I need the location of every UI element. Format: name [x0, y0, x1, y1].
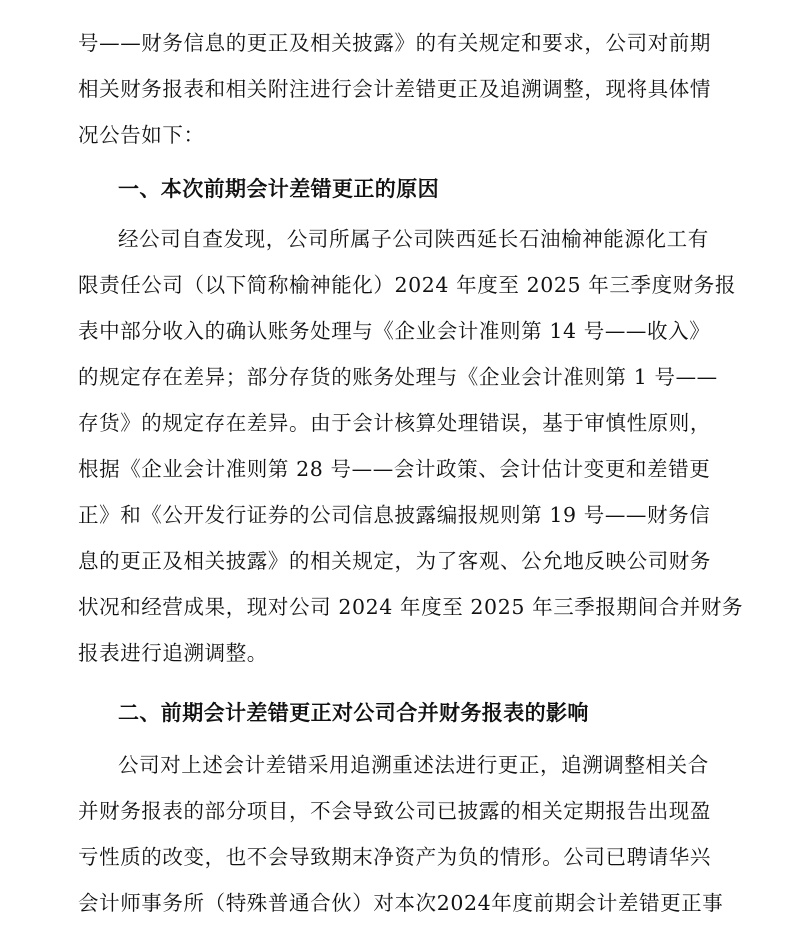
text-line: 根据《企业会计准则第 28 号——会计政策、会计估计变更和差错更 — [78, 457, 711, 481]
text-line: 表中部分收入的确认账务处理与《企业会计准则第 14 号——收入》 — [78, 319, 711, 343]
text-line: 公司对上述会计差错采用追溯重述法进行更正，追溯调整相关合 — [118, 753, 709, 777]
text-line: 经公司自查发现，公司所属子公司陕西延长石油榆神能源化工有 — [118, 227, 709, 251]
text-line: 况公告如下： — [78, 123, 205, 147]
text-line: 会计师事务所（特殊普通合伙）对本次2024年度前期会计差错更正事 — [78, 891, 724, 915]
section-heading-2: 二、前期会计差错更正对公司合并财务报表的影响 — [118, 701, 589, 725]
text-line: 存货》的规定存在差异。由于会计核算处理错误，基于审慎性原则， — [78, 411, 711, 435]
text-line: 号——财务信息的更正及相关披露》的有关规定和要求，公司对前期 — [78, 31, 711, 55]
text-line: 限责任公司（以下简称榆神能化）2024 年度至 2025 年三季度财务报 — [78, 273, 736, 297]
text-line: 正》和《公开发行证券的公司信息披露编报规则第 19 号——财务信 — [78, 503, 711, 527]
section-heading-1: 一、本次前期会计差错更正的原因 — [118, 177, 439, 201]
text-line: 亏性质的改变，也不会导致期末净资产为负的情形。公司已聘请华兴 — [78, 845, 711, 869]
text-line: 的规定存在差异；部分存货的账务处理与《企业会计准则第 1 号—— — [78, 365, 718, 389]
text-line: 相关财务报表和相关附注进行会计差错更正及追溯调整，现将具体情 — [78, 77, 711, 101]
text-line: 状况和经营成果，现对公司 2024 年度至 2025 年三季报期间合并财务 — [78, 595, 744, 619]
text-line: 息的更正及相关披露》的相关规定，为了客观、公允地反映公司财务 — [78, 549, 711, 573]
text-line: 报表进行追溯调整。 — [78, 641, 268, 665]
text-line: 并财务报表的部分项目，不会导致公司已披露的相关定期报告出现盈 — [78, 799, 711, 823]
